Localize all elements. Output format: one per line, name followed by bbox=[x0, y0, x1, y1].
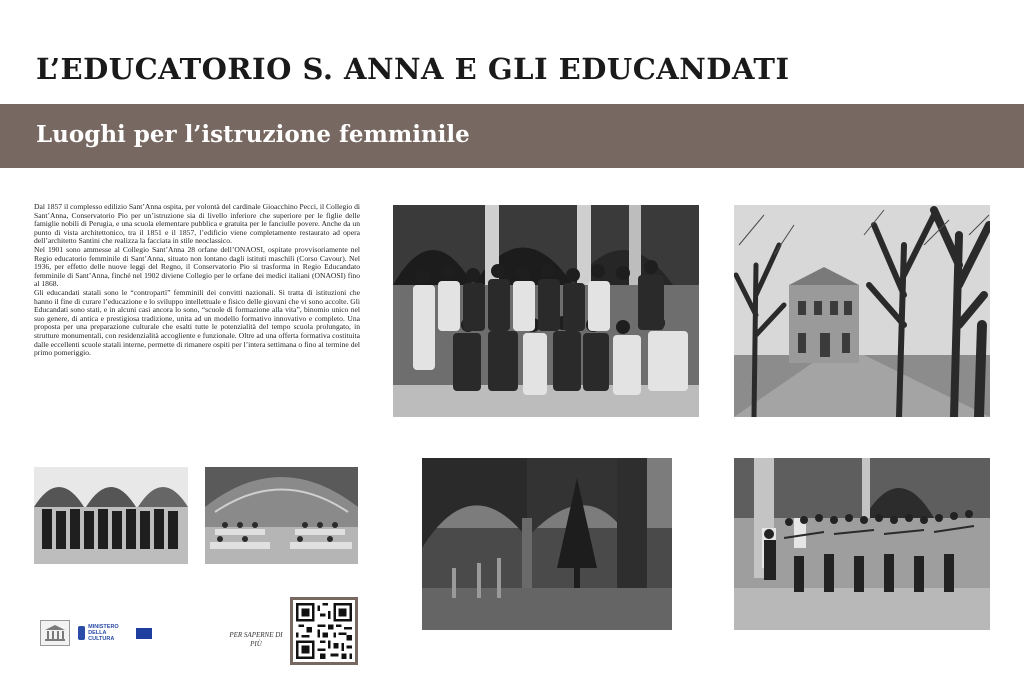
qr-code[interactable] bbox=[290, 597, 358, 665]
institution-logo bbox=[40, 620, 70, 646]
body-text bbox=[34, 203, 360, 358]
ministry-culture-logo bbox=[78, 624, 128, 642]
more-info-label: PER SAPERNE DI PIÙ bbox=[229, 631, 283, 648]
paragraph-3: Gli educandati statali sono le “contropartì” femminili dei convitti nazionali. Si tratta di istituzioni che hanno il fine di curare l’educazione e lo sviluppo intellettuale e fisico delle giovani che vi sono accolte. Gli Educandati sono stati, e in alcuni casi ancora lo sono, “scuole di formazione alla vita”, binomio unico nel suo genere, di antica e prestigiosa tradizione, unita ad un modello formativo innovativo e completo. Una proposta per una preparazione culturale che esalti tutte le potenzialità del tempo scuola prolungato, in strutture monumentali, con residenzialità accogliente e funzionale. Oltre ad una offerta formativa costituita dalle eccellenti scuole statali interne, permette di rimanere ospiti per l’intera settimana o fino al termine del primo pomeriggio. bbox=[34, 287, 360, 358]
footer-logos bbox=[40, 618, 186, 648]
paragraph-2: Nel 1901 sono ammesse al Collegio Sant’Anna 28 orfane dell’ONAOSI, ospitate provvisoriamente nel Regio educatorio femminile di Sant’Anna, situato non lontano dagli istituti maschili (Corso Cavour). Nel 1936, per effetto delle nuove leggi del Regno, il Conservatorio Pio si trasforma in Regio Educandato femminile di Sant’Anna, finché nel 1902 diviene Collegio per le orfane dei medici italiani (ONAOSI) fino al 1868. bbox=[34, 244, 360, 289]
subtitle: Luoghi per l’istruzione femminile bbox=[36, 121, 470, 148]
photo-cloister-tree bbox=[422, 458, 672, 630]
photo-girls-saluting bbox=[734, 458, 990, 630]
eu-flag-icon bbox=[136, 628, 152, 639]
photo-refectory bbox=[205, 467, 358, 564]
photo-group-small bbox=[34, 467, 188, 564]
main-title: L’EDUCATORIO S. ANNA E GLI EDUCANDATI bbox=[36, 52, 790, 86]
ministry-emblem-icon bbox=[78, 626, 85, 640]
eu-funding-logo bbox=[136, 626, 186, 640]
photo-building-trees bbox=[734, 205, 990, 417]
photo-group-girls-cloister bbox=[393, 205, 699, 417]
paragraph-1: Dal 1857 il complesso edilizio Sant’Anna ospita, per volontà del cardinale Gioacchino Pecci, il Collegio di Sant’Anna, Conservatorio Pio per un’istruzione sia di livello inferiore che superiore per le figlie delle famiglie nobili di Perugia, e una scuola elementare pubblica e gratuita per le fanciulle povere. Anche da un punto di vista architettonico, tra il 1851 e il 1857, l’edificio viene completamente restaurato ad opera dell’architetto Santini che realizza la facciata in stile neoclassico. bbox=[34, 202, 360, 246]
ministry-logo-text: MINISTERO DELLA CULTURA bbox=[88, 624, 119, 642]
